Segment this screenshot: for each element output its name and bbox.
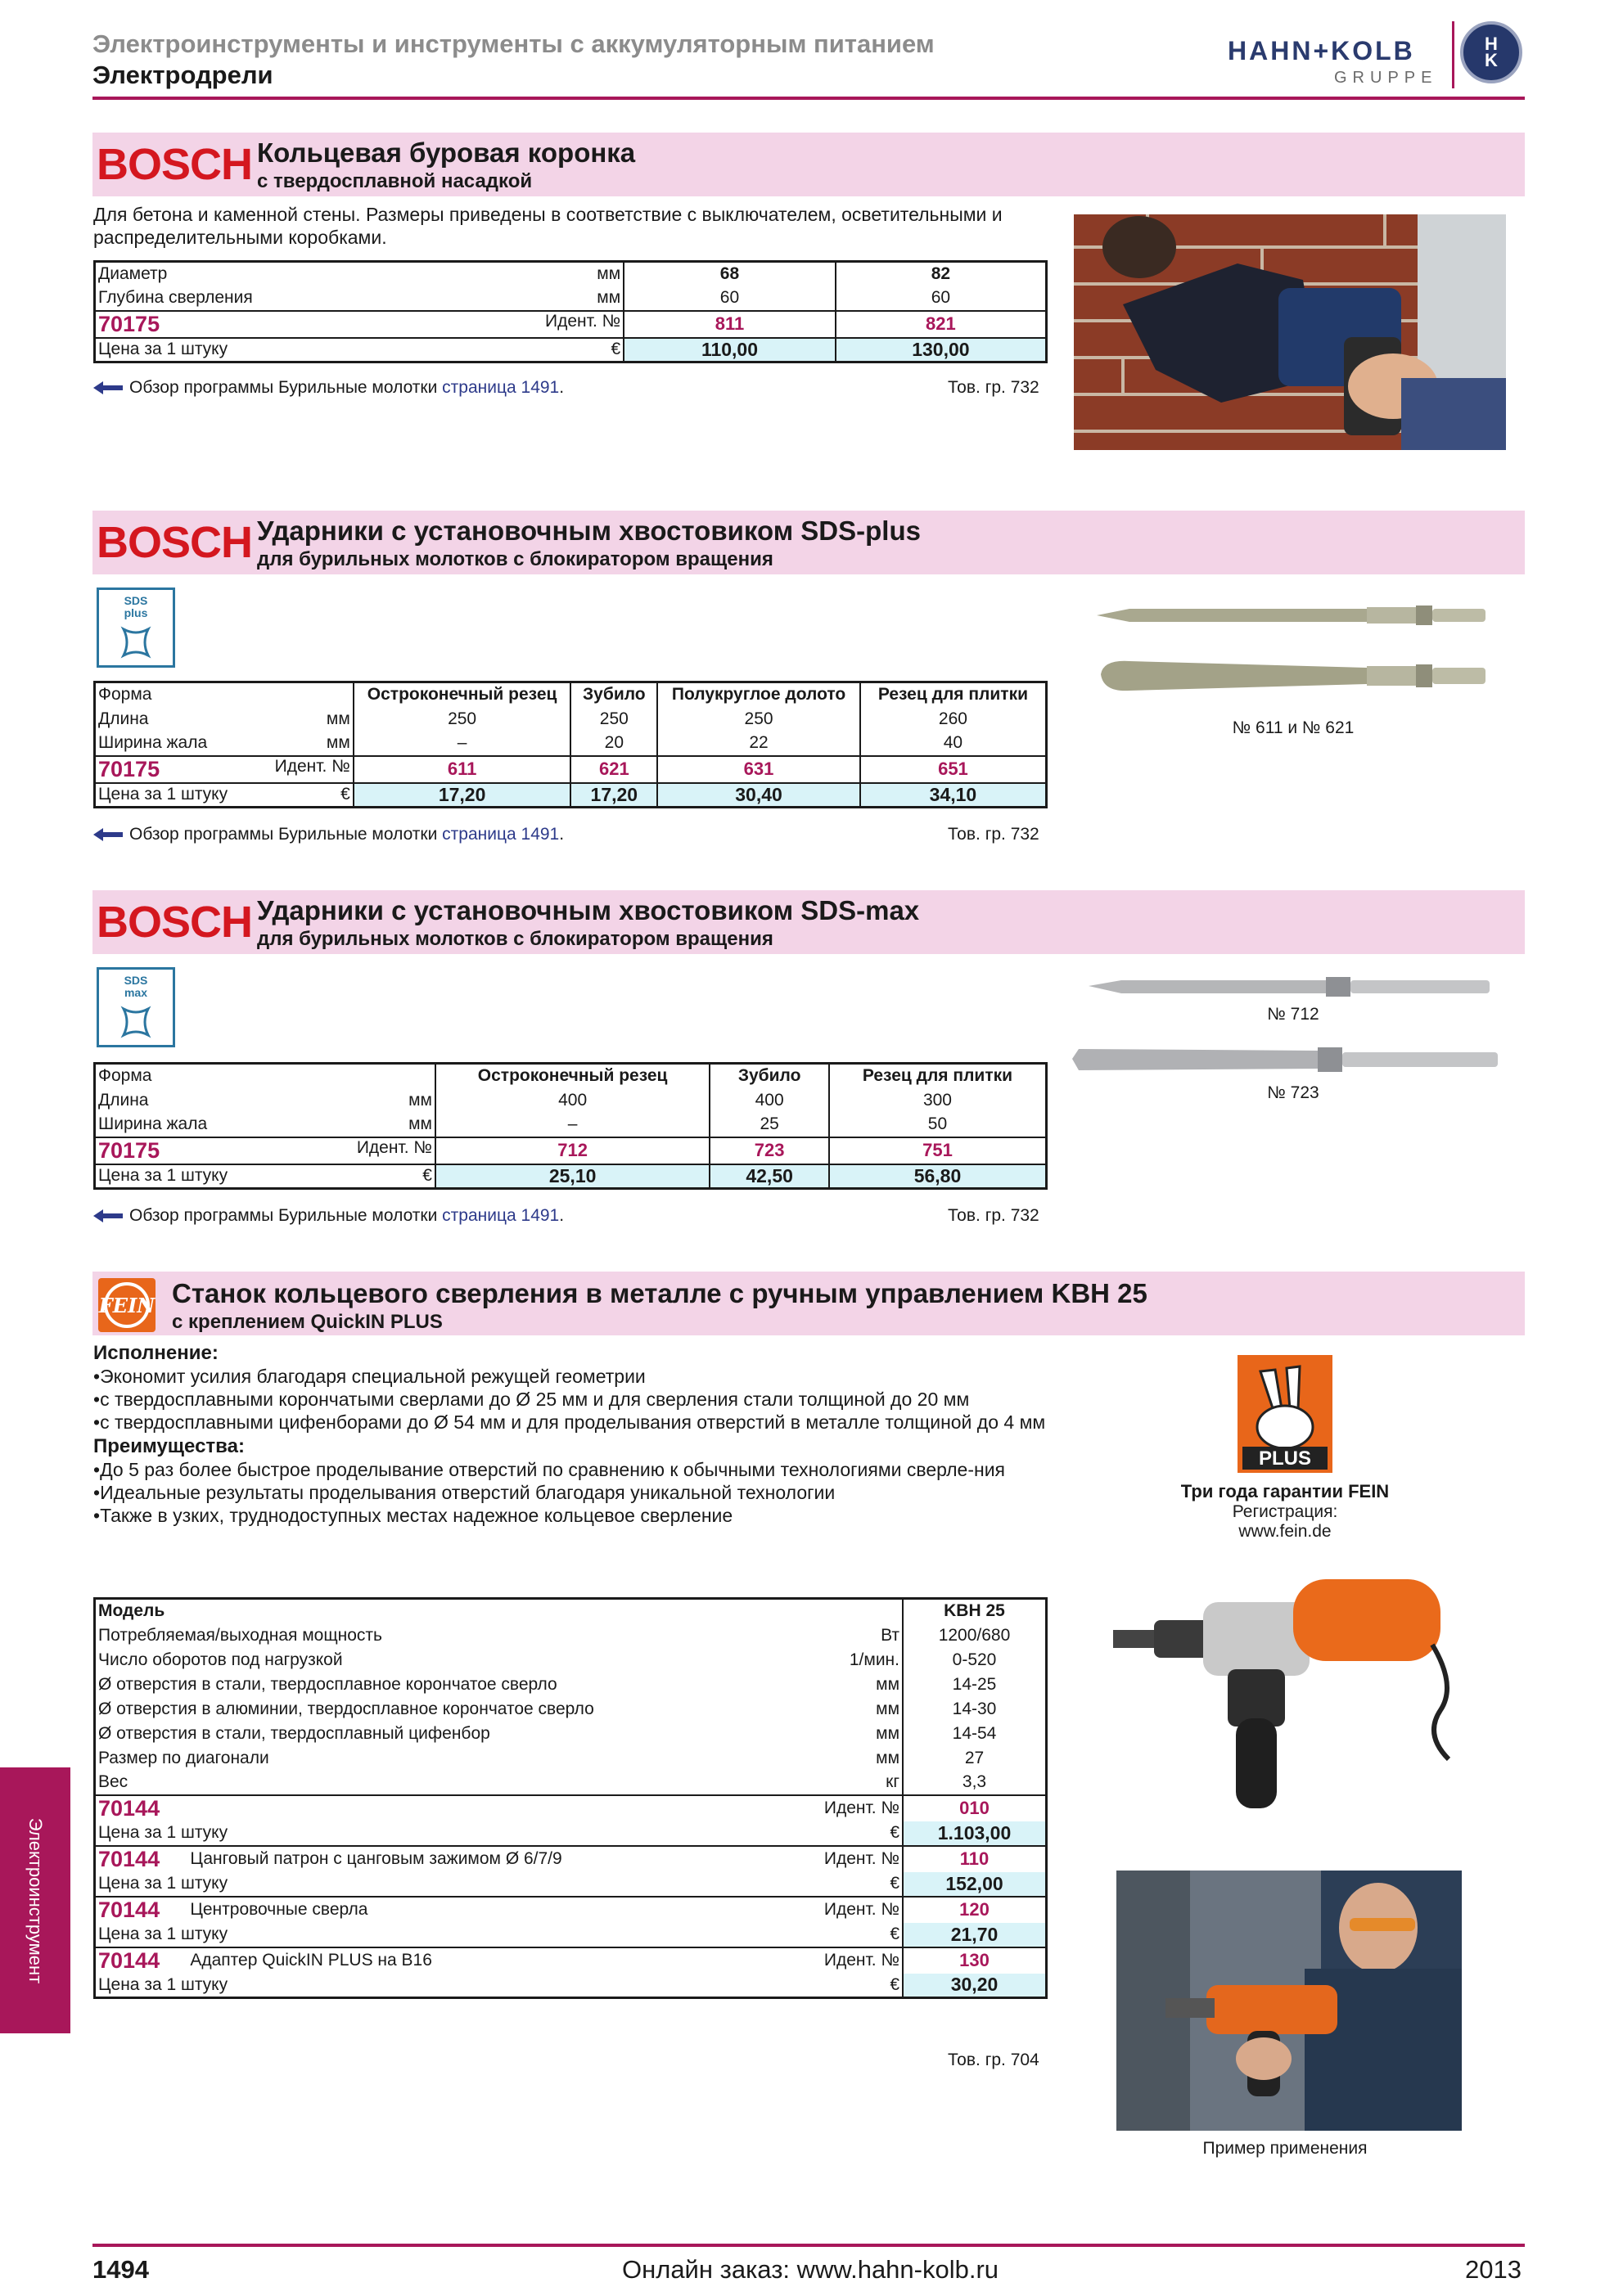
program-note[interactable]: Обзор программы Бурильные молотки страница 1491. xyxy=(93,1206,564,1226)
ident: 651 xyxy=(860,756,1047,783)
image-caption: № 611 и № 621 xyxy=(1232,718,1355,737)
logo-divider xyxy=(1452,21,1454,88)
goods-group: Тов. гр. 732 xyxy=(948,825,1039,844)
price: 21,70 xyxy=(903,1923,1047,1947)
ident: 751 xyxy=(829,1137,1047,1164)
fein-logo xyxy=(98,1278,156,1332)
price: 30,20 xyxy=(903,1974,1047,1998)
product-description: Для бетона и каменной стены. Размеры приведены в соответствие с выключателем, осветительными и распределительными коробками. xyxy=(93,204,1003,248)
shank-profile-icon xyxy=(115,1004,156,1040)
online-order[interactable]: Онлайн заказ: www.hahn-kolb.ru xyxy=(622,2255,999,2284)
price-label: Цена за 1 штуку € xyxy=(98,1974,899,1994)
price-label: Цена за 1 штуку € xyxy=(95,1164,435,1189)
price: 1.103,00 xyxy=(903,1821,1047,1846)
image-caption: № 723 xyxy=(1267,1083,1319,1102)
price: 130,00 xyxy=(836,338,1047,362)
badge-bottom: max xyxy=(124,986,148,999)
ident: 621 xyxy=(570,756,657,783)
spec-table xyxy=(93,681,1048,808)
cell: 50 xyxy=(829,1113,1047,1137)
article-cell: 70175 Идент. № xyxy=(95,1137,435,1164)
cell: – xyxy=(435,1113,710,1137)
column-header: Резец для плитки xyxy=(860,682,1047,707)
sds-plus-badge xyxy=(97,588,175,668)
model-name: KBH 25 xyxy=(903,1599,1047,1623)
column-header: Зубило xyxy=(710,1064,829,1088)
spec-row: Ø отверстия в стали, твердосплавный цифенбор мм xyxy=(98,1723,899,1743)
column-header: Полукруглое долото xyxy=(657,682,860,707)
page-number: 1494 xyxy=(92,2255,149,2284)
cell: 260 xyxy=(860,707,1047,732)
ident: 611 xyxy=(354,756,571,783)
item-desc: Идент. № xyxy=(184,1795,903,1821)
features-block xyxy=(93,1342,1051,1527)
article-cell: 70175 Идент. № xyxy=(95,756,354,783)
image-caption: № 712 xyxy=(1267,1005,1319,1024)
goods-group: Тов. гр. 732 xyxy=(948,1206,1039,1225)
program-note[interactable]: Обзор программы Бурильные молотки страница 1491. xyxy=(93,378,564,398)
year: 2013 xyxy=(1465,2255,1522,2284)
pointed-chisel-image xyxy=(1097,606,1485,625)
flat-chisel-image xyxy=(1101,661,1485,691)
warranty-title: Три года гарантии FEIN xyxy=(1180,1481,1390,1501)
column-header: Остроконечный резец xyxy=(435,1064,710,1088)
logo-sub: GRUPPE xyxy=(1334,69,1438,87)
arrow-left-icon xyxy=(93,828,123,841)
cell: 60 xyxy=(624,286,836,311)
badge-bottom: plus xyxy=(124,606,148,619)
cell: 60 xyxy=(836,286,1047,311)
spec-value: 1200/680 xyxy=(903,1623,1047,1648)
brand-logo: BOSCH xyxy=(97,898,253,947)
adv-title: Преимущества: xyxy=(93,1435,245,1457)
ident: 010 xyxy=(903,1795,1047,1821)
cell: 300 xyxy=(829,1088,1047,1113)
cell: 250 xyxy=(657,707,860,732)
cell: 82 xyxy=(836,262,1047,286)
badge-top: SDS xyxy=(124,974,148,987)
spec-row: Ø отверстия в алюминии, твердосплавное корончатое сверло мм xyxy=(98,1699,899,1718)
spec-value: 3,3 xyxy=(903,1771,1047,1795)
form-label: Форма xyxy=(98,1066,152,1086)
flat-chisel-max-image xyxy=(1072,1044,1506,1077)
cell: 68 xyxy=(624,262,836,286)
ident: 631 xyxy=(657,756,860,783)
brand-logo: BOSCH xyxy=(97,518,253,567)
row-label: Ширина жала мм xyxy=(98,733,350,752)
shank-profile-icon xyxy=(115,624,156,660)
plus-label: PLUS xyxy=(1258,1447,1312,1470)
price: 34,10 xyxy=(860,783,1047,808)
row-label: Длина мм xyxy=(98,709,350,728)
spec-value: 14-30 xyxy=(903,1697,1047,1722)
product-title: Ударники с установочным хвостовиком SDS-plus xyxy=(257,515,921,546)
item-desc: Центровочные сверла Идент. № xyxy=(184,1897,903,1923)
cell: 25 xyxy=(710,1113,829,1137)
brand-logo: BOSCH xyxy=(97,140,253,189)
price-label: Цена за 1 штуку € xyxy=(98,1874,899,1893)
product-subtitle: для бурильных молотков с блокиратором вращения xyxy=(257,548,773,570)
cell: 40 xyxy=(860,732,1047,756)
price-label: Цена за 1 штуку € xyxy=(95,338,624,362)
list-item: •с твердосплавными цифенборами до Ø 54 мм и для проделывания отверстий в металле толщиной до 4 мм xyxy=(93,1411,1046,1433)
warranty-registration: Регистрация: xyxy=(1232,1502,1338,1521)
price-label: Цена за 1 штуку € xyxy=(98,1823,899,1842)
header-rule xyxy=(92,97,1525,100)
article-cell: 70175 Идент. № xyxy=(95,311,624,338)
product-subtitle: для бурильных молотков с блокиратором вращения xyxy=(257,928,773,950)
spec-value: 0-520 xyxy=(903,1648,1047,1672)
ident: 712 xyxy=(435,1137,710,1164)
spec-table xyxy=(93,1597,1048,1999)
article-cell: 70144 xyxy=(95,1795,185,1821)
cell: – xyxy=(354,732,571,756)
product-subtitle: с креплением QuickIN PLUS xyxy=(172,1311,443,1333)
product-title: Ударники с установочным хвостовиком SDS-max xyxy=(257,895,920,925)
product-photo xyxy=(1074,214,1506,450)
product-title: Кольцевая буровая коронка xyxy=(257,137,636,168)
ident: 120 xyxy=(903,1897,1047,1923)
arrow-left-icon xyxy=(93,1209,123,1222)
warranty-badge xyxy=(1238,1355,1332,1473)
ident: 110 xyxy=(903,1846,1047,1872)
arrow-left-icon xyxy=(93,381,123,394)
program-note[interactable]: Обзор программы Бурильные молотки страница 1491. xyxy=(93,825,564,844)
row-label: Длина мм xyxy=(98,1090,432,1110)
cell: 250 xyxy=(570,707,657,732)
goods-group: Тов. гр. 704 xyxy=(948,2051,1039,2069)
fein-logo-text: FEIN xyxy=(98,1294,156,1317)
cell: 400 xyxy=(435,1088,710,1113)
cell: 22 xyxy=(657,732,860,756)
spec-row: Потребляемая/выходная мощность Вт xyxy=(98,1625,899,1645)
spec-table xyxy=(93,260,1048,363)
spec-value: 14-25 xyxy=(903,1672,1047,1697)
goods-group: Тов. гр. 732 xyxy=(948,378,1039,397)
price: 25,10 xyxy=(435,1164,710,1189)
list-item: •с твердосплавными корончатыми сверлами до Ø 25 мм и для сверления стали толщиной до 20 мм xyxy=(93,1389,970,1410)
sds-max-badge xyxy=(97,967,175,1047)
chisel-images xyxy=(1097,592,1490,715)
footer-rule xyxy=(92,2244,1525,2247)
spec-row: Число оборотов под нагрузкой 1/мин. xyxy=(98,1650,899,1669)
row-label: Ширина жала мм xyxy=(98,1114,432,1133)
price: 42,50 xyxy=(710,1164,829,1189)
spec-value: 14-54 xyxy=(903,1722,1047,1746)
price: 56,80 xyxy=(829,1164,1047,1189)
ident: 821 xyxy=(836,311,1047,338)
logo: HAHN+KOLB xyxy=(1228,36,1415,65)
spec-row: Размер по диагонали мм xyxy=(98,1748,899,1767)
ident: 723 xyxy=(710,1137,829,1164)
list-item: •Экономит усилия благодаря специальной режущей геометрии xyxy=(93,1366,646,1387)
header-category: Электроинструменты и инструменты с аккумуляторным питанием xyxy=(92,29,935,58)
list-item: •Идеальные результаты проделывания отверстий благодаря уникальной технологии xyxy=(93,1482,836,1503)
form-label: Форма xyxy=(98,685,152,705)
column-header: Резец для плитки xyxy=(829,1064,1047,1088)
model-label: Модель xyxy=(98,1601,165,1621)
article-cell: 70144 xyxy=(95,1897,185,1923)
list-item: •До 5 раз более быстрое проделывание отверстий по сравнению к обычными технологиями сверле-ния xyxy=(93,1459,1006,1480)
usage-caption: Пример применения xyxy=(1202,2139,1368,2158)
spec-table xyxy=(93,1062,1048,1190)
cell: 250 xyxy=(354,707,571,732)
ident: 130 xyxy=(903,1947,1047,1974)
article-cell: 70144 xyxy=(95,1846,185,1872)
price-label: Цена за 1 штуку € xyxy=(98,1925,899,1943)
price: 110,00 xyxy=(624,338,836,362)
logo-mark-top: H xyxy=(1485,34,1498,54)
product-subtitle: с твердосплавной насадкой xyxy=(257,170,533,192)
cell: 20 xyxy=(570,732,657,756)
price: 152,00 xyxy=(903,1872,1047,1897)
spec-row: Ø отверстия в стали, твердосплавное корончатое сверло мм xyxy=(98,1674,899,1694)
price: 17,20 xyxy=(570,783,657,808)
usage-photo xyxy=(1116,1871,1462,2131)
spec-value: 27 xyxy=(903,1746,1047,1771)
badge-top: SDS xyxy=(124,594,148,607)
exec-title: Исполнение: xyxy=(93,1342,219,1364)
product-title: Станок кольцевого сверления в металле с ручным управлением KBH 25 xyxy=(172,1278,1147,1308)
header-section: Электродрели xyxy=(92,61,273,89)
item-desc: Цанговый патрон с цанговым зажимом Ø 6/7/9 Идент. № xyxy=(184,1846,903,1872)
spec-row: Вес кг xyxy=(98,1772,899,1791)
list-item: •Также в узких, труднодоступных местах надежное кольцевое сверление xyxy=(93,1505,733,1526)
column-header: Зубило xyxy=(570,682,657,707)
price-label: Цена за 1 штуку € xyxy=(95,783,354,808)
price: 30,40 xyxy=(657,783,860,808)
drill-product-image xyxy=(1105,1555,1465,1833)
article-cell: 70144 xyxy=(95,1947,185,1974)
column-header: Остроконечный резец xyxy=(354,682,571,707)
price: 17,20 xyxy=(354,783,571,808)
row-label: Глубина сверления мм xyxy=(98,288,621,307)
pointed-chisel-max-image xyxy=(1089,972,1498,1005)
warranty-link[interactable]: www.fein.de xyxy=(1238,1522,1332,1541)
row-label: Диаметр мм xyxy=(98,264,621,284)
logo-mark-bottom: K xyxy=(1485,50,1498,70)
item-desc: Адаптер QuickIN PLUS на B16 Идент. № xyxy=(184,1947,903,1974)
cell: 400 xyxy=(710,1088,829,1113)
ident: 811 xyxy=(624,311,836,338)
side-tab-category[interactable]: Электроинструмент xyxy=(0,1767,70,2033)
logo-mark xyxy=(1460,21,1522,83)
